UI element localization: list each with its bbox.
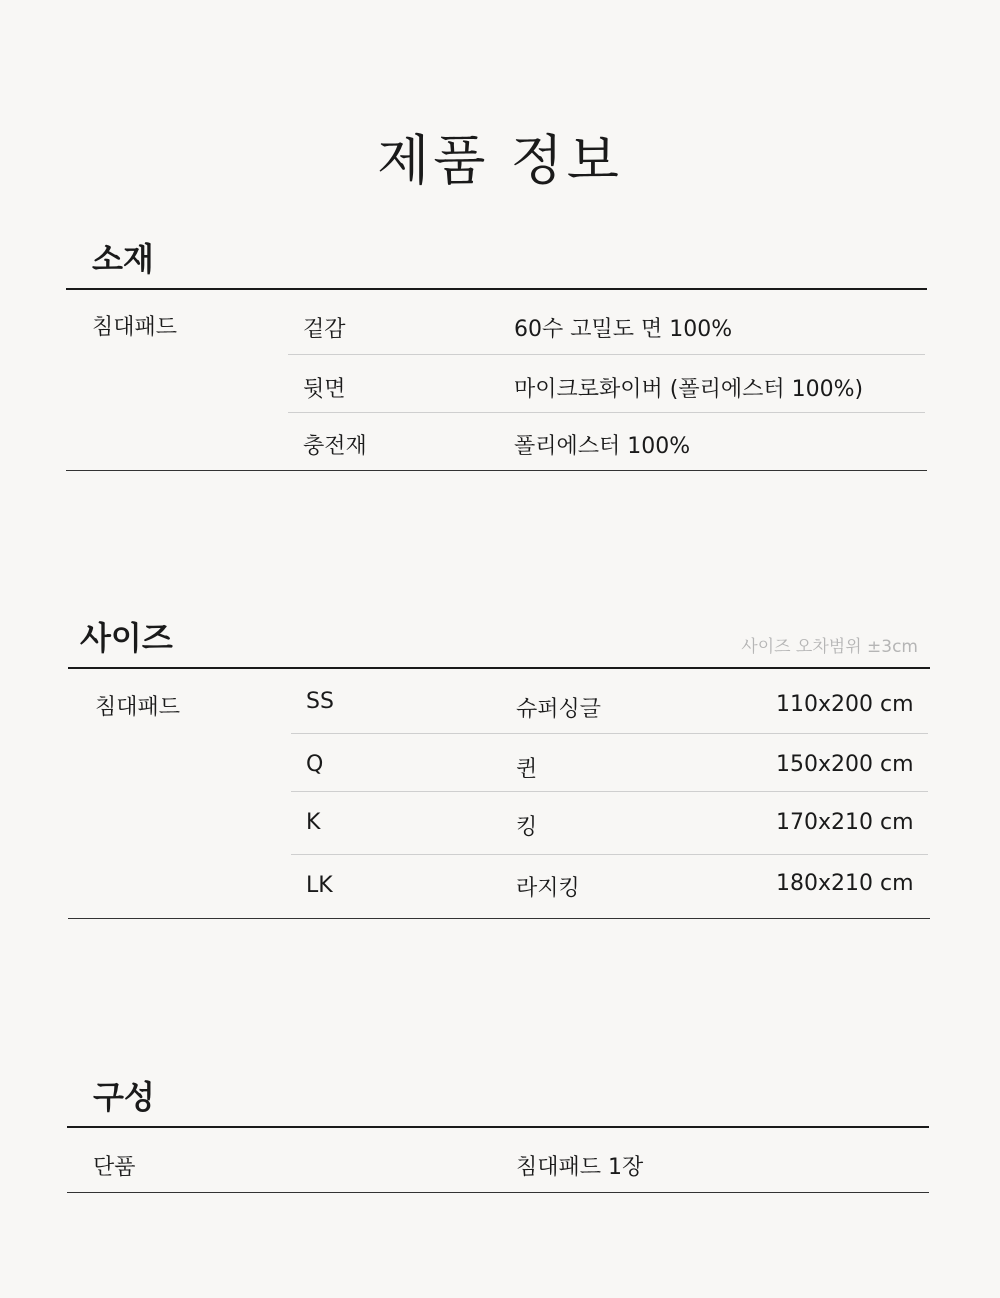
size-dimension: 170x210 cm bbox=[776, 810, 914, 835]
material-row-value: 폴리에스터 100% bbox=[514, 434, 691, 459]
size-row-divider bbox=[291, 791, 928, 792]
material-row-value: 마이크로화이버 (폴리에스터 100%) bbox=[514, 377, 864, 402]
material-row-label: 겉감 bbox=[303, 317, 346, 342]
size-heading: 사이즈 bbox=[80, 619, 173, 657]
size-dimension: 150x200 cm bbox=[776, 752, 914, 777]
size-product: 침대패드 bbox=[95, 695, 181, 720]
size-name: 슈퍼싱글 bbox=[516, 697, 602, 722]
size-name: 퀸 bbox=[516, 757, 538, 782]
size-dimension: 110x200 cm bbox=[776, 692, 914, 717]
material-row-divider bbox=[288, 354, 925, 355]
material-top-rule bbox=[66, 288, 927, 290]
size-code: Q bbox=[306, 752, 324, 777]
size-name: 라지킹 bbox=[516, 876, 580, 901]
material-row-divider bbox=[288, 412, 925, 413]
composition-label: 단품 bbox=[93, 1155, 136, 1180]
composition-heading: 구성 bbox=[93, 1078, 155, 1116]
size-code: K bbox=[306, 810, 321, 835]
composition-top-rule bbox=[67, 1126, 929, 1128]
material-product: 침대패드 bbox=[92, 315, 178, 340]
composition-value: 침대패드 1장 bbox=[516, 1155, 644, 1180]
size-row-divider bbox=[291, 733, 928, 734]
size-dimension: 180x210 cm bbox=[776, 871, 914, 896]
size-tolerance-note: 사이즈 오차범위 ±3cm bbox=[741, 637, 918, 657]
size-code: LK bbox=[306, 873, 333, 898]
size-name: 킹 bbox=[516, 815, 538, 840]
size-row-divider bbox=[291, 854, 928, 855]
size-top-rule bbox=[68, 667, 930, 669]
material-row-label: 충전재 bbox=[303, 434, 367, 459]
material-row-label: 뒷면 bbox=[303, 377, 346, 402]
composition-bottom-rule bbox=[67, 1192, 929, 1193]
size-bottom-rule bbox=[68, 918, 930, 919]
material-row-value: 60수 고밀도 면 100% bbox=[514, 317, 733, 342]
size-code: SS bbox=[306, 689, 334, 714]
material-heading: 소재 bbox=[92, 240, 154, 278]
material-bottom-rule bbox=[66, 470, 927, 471]
page-title: 제품 정보 bbox=[377, 129, 623, 192]
